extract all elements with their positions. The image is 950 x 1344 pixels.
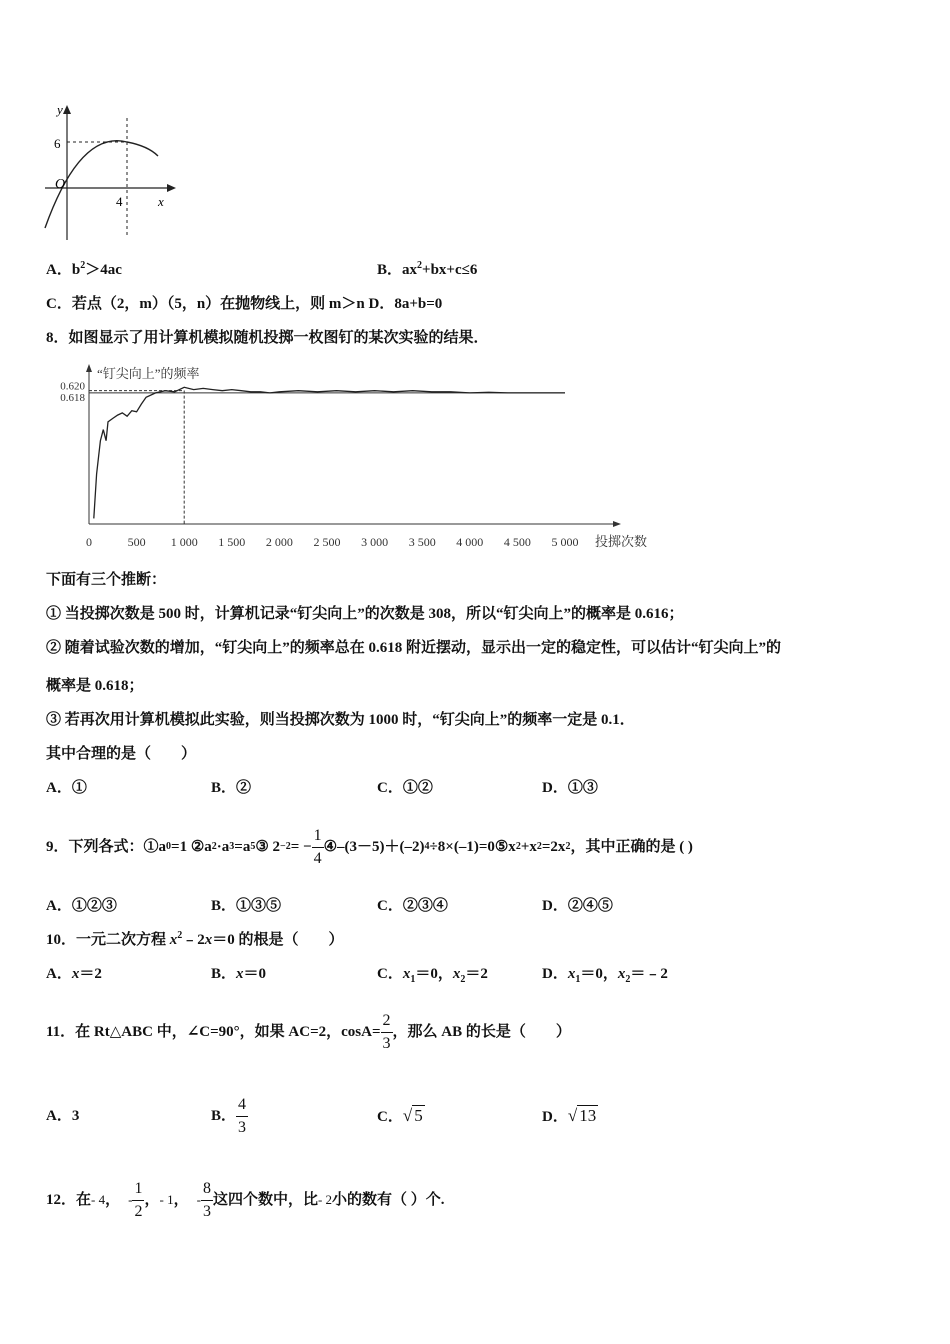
x-axis-label: x [158, 194, 164, 209]
chart-x-tick-label: 0 [86, 535, 92, 549]
q8-option-a[interactable]: A．① [46, 780, 87, 796]
q8-option-c[interactable]: C．①② [377, 780, 433, 796]
chart-series-line [94, 387, 565, 518]
chart-x-tick-label: 500 [127, 535, 146, 549]
q9-option-c[interactable]: C．②③④ [377, 898, 448, 914]
chart-x-axis-arrow [613, 521, 621, 527]
q10-option-c[interactable]: C．$x_1=0$，$x_2=2$ [377, 966, 488, 985]
sqrt-5: √ 5 [402, 1106, 423, 1125]
parabola-graph [40, 100, 180, 245]
q12-stem: 12．在 - 4 ， - $\frac{1}{2}$ ， - 1 ， - $\frac{8}{3}$ 这四个数中，比 - 2 小的数有（ ）个. [46, 1164, 445, 1236]
q11-option-b[interactable]: B． $\frac{4}{3}$ [211, 1080, 248, 1152]
origin-label: O [55, 177, 66, 192]
chart-x-axis-label: 投掷次数 [595, 534, 648, 549]
q12-fraction-2: $\frac{8}{3}$ [202, 1179, 211, 1220]
q8-option-d[interactable]: D．①③ [542, 780, 598, 796]
q10-stem: 10．一元二次方程 $x^2﹣2x=0$ 的根是（ ） [46, 930, 344, 948]
frequency-chart [44, 362, 660, 558]
chart-y-axis-arrow [86, 364, 92, 372]
q10-option-d[interactable]: D．$x_1=0$，$x_2=﹣2$ [542, 966, 668, 985]
q8-statement-2: ② 随着试验次数的增加，“钉尖向上”的频率总在 0.618 附近摆动，显示出一定的稳定性，可以估计“钉尖向上”的 [46, 640, 782, 656]
chart-y-tick-label: 0.620 [60, 380, 85, 393]
q10-option-a[interactable]: A．x＝2 [46, 966, 102, 982]
y-axis-arrow [63, 105, 71, 114]
q7-option-a[interactable]: A．$b^2>4ac$ [46, 260, 122, 278]
q11-option-d[interactable]: D．√ 13 [542, 1106, 597, 1125]
x-tick-label: 4 [116, 194, 123, 209]
q7-option-b[interactable]: B．$ax^2+bx+c\le 6$ [377, 260, 478, 278]
q7-options-cd[interactable]: C．若点（2，m）（5，n）在抛物线上，则 m＞n D．8a+b=0 [46, 296, 443, 312]
q11-option-c[interactable]: C．√ 5 [377, 1106, 423, 1125]
y-tick-label: 6 [54, 136, 61, 151]
q9-option-a[interactable]: A．①②③ [46, 898, 117, 914]
chart-x-tick-label: 2 500 [313, 535, 341, 549]
chart-x-tick-label: 1 000 [170, 535, 198, 549]
q8-question: 其中合理的是（ ） [46, 746, 197, 762]
q11-option-b-fraction: $\frac{4}{3}$ [238, 1095, 247, 1136]
q8-statement-1: ① 当投掷次数是 500 时，计算机记录“钉尖向上”的次数是 308，所以“钉尖向上”的概率是 0.616； [46, 606, 684, 622]
chart-x-tick-label: 3 500 [408, 535, 436, 549]
x-axis-arrow [167, 184, 176, 192]
q9-stem: 9．下列各式：①a 0 =1 ②a 2 ·a 3 =a 5 ③ 2 −2 = − $\frac{1}{4}$ ④–(3－5)＋(–2) 4 ÷8×(–1)=0⑤x 2 +x 2 =2x 2 ，其中正确的是 ( ) [46, 812, 693, 882]
y-axis-label: y [57, 102, 63, 117]
q9-fraction: $\frac{1}{4}$ [313, 826, 322, 867]
q8-option-b[interactable]: B．② [211, 780, 252, 796]
chart-x-tick-label: 2 000 [265, 535, 293, 549]
q12-fraction-1: $\frac{1}{2}$ [134, 1179, 143, 1220]
q8-statement-2-cont: 概率是 0.618； [46, 678, 144, 694]
sqrt-13: √ 13 [567, 1106, 597, 1125]
q9-option-d[interactable]: D．②④⑤ [542, 898, 613, 914]
chart-x-tick-label: 5 000 [551, 535, 579, 549]
q10-option-b[interactable]: B．x＝0 [211, 966, 267, 982]
q11-fraction: $\frac{2}{3}$ [382, 1011, 391, 1052]
q8-intro: 下面有三个推断： [46, 572, 167, 588]
q8-statement-3: ③ 若再次用计算机模拟此实验，则当投掷次数为 1000 时，“钉尖向上”的频率一定是 0.1． [46, 712, 635, 728]
q11-stem: 11．在 Rt△ABC 中，∠C=90°，如果 AC=2，cosA= $\frac{2}{3}$ ，那么 AB 的长是（ ） [46, 996, 571, 1068]
q9-option-b[interactable]: B．①③⑤ [211, 898, 282, 914]
chart-x-tick-label: 4 500 [503, 535, 531, 549]
chart-x-tick-label: 3 000 [361, 535, 389, 549]
chart-y-tick-label: 0.618 [60, 391, 85, 404]
chart-x-tick-label: 1 500 [218, 535, 246, 549]
q11-option-a[interactable]: A．3 [46, 1108, 80, 1124]
q8-stem: 8．如图显示了用计算机模拟随机投掷一枚图钉的某次实验的结果． [46, 330, 489, 346]
chart-title: “钉尖向上”的频率 [97, 366, 200, 381]
chart-x-tick-label: 4 000 [456, 535, 484, 549]
